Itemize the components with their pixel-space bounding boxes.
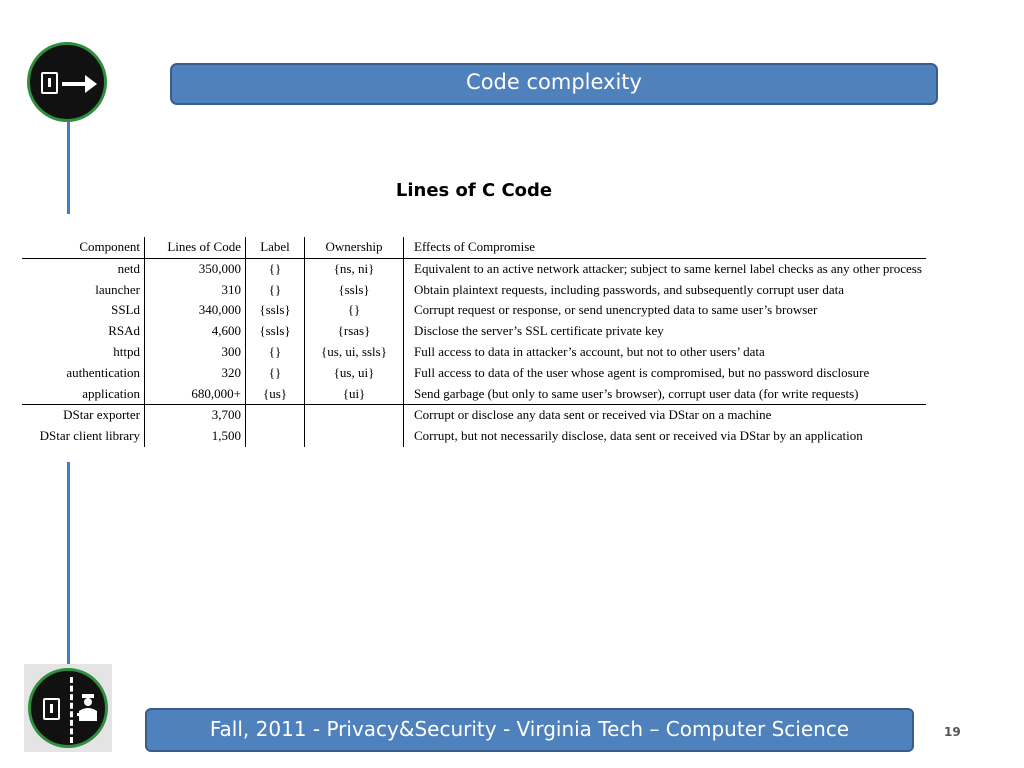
table-row (22, 426, 926, 447)
table-row (22, 280, 926, 301)
cell-component: DStar exporter (63, 407, 140, 423)
cell-label: {} (246, 258, 305, 279)
table-row (22, 321, 926, 342)
cell-effects: Full access to data of the user whose agent is compromised, but no password disclosure (404, 363, 926, 384)
cell-component: netd (117, 260, 140, 276)
cell-lines: 3,700 (145, 405, 246, 426)
cell-lines: 320 (145, 363, 246, 384)
left-vertical-line-bottom (67, 462, 70, 668)
document-guard-checkpoint-icon (28, 668, 108, 748)
cell-label: {ssls} (246, 321, 305, 342)
slide-title: Code complexity (170, 63, 938, 105)
cell-component: launcher (95, 281, 140, 297)
header-ownership: Ownership (305, 237, 404, 258)
header-effects: Effects of Compromise (404, 237, 926, 258)
bottom-logo-frame (24, 664, 112, 752)
cell-ownership: {rsas} (305, 321, 404, 342)
cell-ownership: {} (305, 300, 404, 321)
cell-component: SSLd (111, 302, 140, 318)
cell-label (246, 405, 305, 426)
cell-ownership (305, 405, 404, 426)
cell-component: RSAd (108, 323, 140, 339)
cell-label: {} (246, 280, 305, 301)
cell-label: {ssls} (246, 300, 305, 321)
cell-lines: 310 (145, 280, 246, 301)
table-row (22, 258, 926, 279)
cell-component: httpd (113, 343, 140, 359)
cell-ownership: {ns, ni} (305, 258, 404, 279)
cell-lines: 1,500 (145, 426, 246, 447)
table-row (22, 300, 926, 321)
cell-component: DStar client library (39, 428, 140, 444)
cell-label: {} (246, 342, 305, 363)
header-lines-of-code: Lines of Code (145, 237, 246, 258)
cell-effects: Full access to data in attacker’s account, but not to other users’ data (404, 342, 926, 363)
cell-lines: 350,000 (145, 258, 246, 279)
cell-lines: 680,000+ (145, 384, 246, 405)
cell-lines: 340,000 (145, 300, 246, 321)
cell-effects: Equivalent to an active network attacker; subject to same kernel label checks as any other process (404, 258, 926, 279)
slide-subtitle: Lines of C Code (395, 180, 553, 201)
cell-ownership: {ui} (305, 384, 404, 405)
cell-effects: Send garbage (but only to same user’s browser), corrupt user data (for write requests) (404, 384, 926, 405)
cell-effects: Obtain plaintext requests, including passwords, and subsequently corrupt user data (404, 280, 926, 301)
cell-component: authentication (66, 364, 140, 380)
cell-ownership (305, 426, 404, 447)
cell-ownership: {ssls} (305, 280, 404, 301)
page-number: 19 (944, 725, 961, 739)
cell-effects: Corrupt or disclose any data sent or received via DStar on a machine (404, 405, 926, 426)
cell-ownership: {us, ui} (305, 363, 404, 384)
cell-lines: 4,600 (145, 321, 246, 342)
table-row (22, 342, 926, 363)
lines-of-code-table (22, 237, 926, 447)
cell-label: {} (246, 363, 305, 384)
header-label: Label (246, 237, 305, 258)
cell-label: {us} (246, 384, 305, 405)
cell-ownership: {us, ui, ssls} (305, 342, 404, 363)
table-header-row (22, 237, 926, 258)
table-row (22, 363, 926, 384)
cell-effects: Corrupt, but not necessarily disclose, data sent or received via DStar by an application (404, 426, 926, 447)
cell-effects: Corrupt request or response, or send unencrypted data to same user’s browser (404, 300, 926, 321)
document-exit-arrow-icon (27, 42, 107, 122)
cell-component: application (22, 384, 145, 405)
cell-label (246, 426, 305, 447)
table-row (22, 405, 926, 426)
header-component: Component (22, 237, 145, 258)
slide-footer: Fall, 2011 - Privacy&Security - Virginia Tech – Computer Science (145, 708, 914, 752)
cell-effects: Disclose the server’s SSL certificate private key (404, 321, 926, 342)
cell-lines: 300 (145, 342, 246, 363)
table-row (22, 384, 926, 405)
